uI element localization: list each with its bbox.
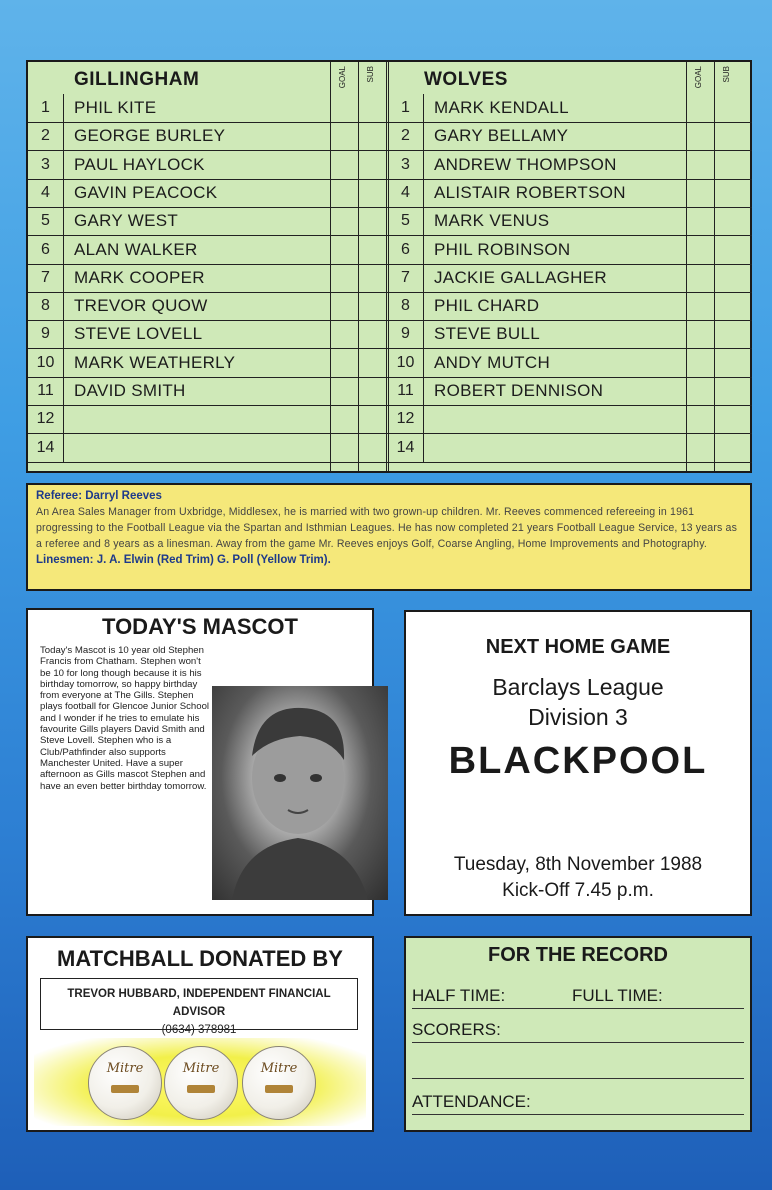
referee-bio: An Area Sales Manager from Uxbridge, Middlesex, he is married with two grown-up children. Mr. Reeves commenced refereeing in 1961 progressing to the Football League via the Spartan and Isthmian Leagues. He has now completed 21 years Football League Service, 13 years as a referee and 8 years as a linesman. Away from the game Mr. Reeves enjoys Golf, Coarse Angling, Home Improvements and Photography. [36,506,738,550]
home-player-row [28,151,388,180]
shirt-number: 3 [388,151,424,179]
home-player-row [28,94,388,123]
shirt-number: 7 [28,264,64,292]
shirt-number: 10 [28,349,64,377]
shirt-number: 1 [388,94,424,122]
player-name: STEVE BULL [434,324,540,344]
away-player-row [388,207,752,236]
matchball-panel [26,936,374,1132]
shirt-number: 11 [388,377,424,405]
for-the-record-panel [404,936,752,1132]
home-player-row [28,320,388,349]
away-player-row [388,236,752,265]
home-player-row [28,179,388,208]
linesmen: Linesmen: J. A. Elwin (Red Trim) G. Poll (Yellow Trim). [36,554,331,566]
football-icon [242,1046,316,1120]
team-sheet [26,60,752,473]
shirt-number: 2 [388,122,424,150]
home-team-table [28,62,388,471]
shirt-number: 14 [28,434,64,462]
player-name: GEORGE BURLEY [74,126,226,146]
next-home-competition [406,672,750,732]
shirt-number: 8 [388,292,424,320]
shirt-number: 6 [388,236,424,264]
player-name: MARK WEATHERLY [74,352,236,372]
player-name: MARK COOPER [74,267,205,287]
matchball-title: MATCHBALL DONATED BY [57,946,343,971]
player-name: ANDREW THOMPSON [434,154,617,174]
home-player-row [28,292,388,321]
shirt-number: 9 [28,320,64,348]
referee-name: Referee: Darryl Reeves [36,490,162,502]
away-player-row [388,320,752,349]
player-name: GAVIN PEACOCK [74,182,218,202]
attendance-line [412,1092,744,1115]
home-player-row [28,207,388,236]
blank-line [412,1056,744,1079]
matchball-phone: (0634) 378981 [161,1024,237,1036]
player-name: MARK KENDALL [434,98,569,117]
home-player-row [28,349,388,378]
shirt-number: 11 [28,377,64,405]
next-home-league: Barclays League [492,674,664,700]
next-home-schedule [406,852,750,904]
referee-panel [26,483,752,591]
away-player-row [388,94,752,123]
away-player-row [388,151,752,180]
away-player-row [388,377,752,406]
mascot-panel [26,608,374,916]
player-name: ANDY MUTCH [434,352,551,372]
matchball-donor-box [40,978,358,1036]
home-sub-column-label: SUB [366,66,375,83]
player-name: GARY WEST [74,211,179,231]
away-player-row [388,405,752,434]
player-name: TREVOR QUOW [74,296,208,316]
home-team-header [28,66,388,94]
football-icon [88,1046,162,1120]
next-home-kickoff: Kick-Off 7.45 p.m. [502,880,654,901]
away-team-name: WOLVES [424,69,508,90]
next-home-heading: NEXT HOME GAME [485,636,671,658]
shirt-number: 2 [28,122,64,150]
home-player-row [28,122,388,151]
away-player-row [388,264,752,293]
away-player-row [388,122,752,151]
player-name: DAVID SMITH [74,381,186,400]
away-sub-column-label: SUB [722,66,731,83]
shirt-number: 4 [28,179,64,207]
next-home-date: Tuesday, 8th November 1988 [453,854,703,875]
shirt-number: 12 [28,405,64,433]
home-goal-column-label: GOAL [338,66,347,89]
away-player-row [388,434,752,463]
player-name: ALAN WALKER [74,239,198,259]
scorers-label: SCORERS: [412,1020,501,1039]
scorers-line [412,1020,744,1043]
away-player-row [388,349,752,378]
mascot-text: Today's Mascot is 10 year old Stephen Francis from Chatham. Stephen won't be 10 for long though because it is his birthday tomorrow, so happy birthday from everyone at The Gills. Stephen plays football for Glencoe Junior School and I wonder if he tries to emulate his favourite Gills players David Smith and Steve Lovell. Stephen who is a Club/Pathfinder also supports Manchester United. Have a super afternoon as Gills mascot Stephen and have an even better birthday tomorrow. [40,645,210,792]
away-goal-column-label: GOAL [694,66,703,89]
player-name: MARK VENUS [434,211,550,231]
home-player-row [28,377,388,406]
shirt-number: 1 [28,94,64,122]
half-time-label: HALF TIME: [412,986,506,1005]
ball-brand: Mitre [182,1061,220,1076]
half-full-time-line [412,986,744,1009]
home-player-row [28,236,388,265]
shirt-number: 14 [388,434,424,462]
shirt-number: 6 [28,236,64,264]
away-player-row [388,292,752,321]
full-time-label: FULL TIME: [572,986,663,1005]
away-team-table [388,62,752,471]
next-home-division: Division 3 [528,704,628,730]
home-team-name: GILLINGHAM [74,69,200,90]
shirt-number: 12 [388,405,424,433]
mascot-title: TODAY'S MASCOT [102,614,298,639]
shirt-number: 8 [28,292,64,320]
player-name: PHIL CHARD [434,296,540,316]
ball-brand: Mitre [106,1061,144,1076]
shirt-number: 5 [28,207,64,235]
shirt-number: 9 [388,320,424,348]
mascot-photo [212,686,388,900]
record-title: FOR THE RECORD [488,944,668,966]
home-player-row [28,405,388,434]
player-name: ALISTAIR ROBERTSON [434,182,626,202]
football-icon [164,1046,238,1120]
away-player-row [388,179,752,208]
shirt-number: 5 [388,207,424,235]
next-home-game-panel [404,610,752,916]
player-name: ROBERT DENNISON [434,381,604,400]
player-name: STEVE LOVELL [74,324,203,344]
next-home-opponent: BLACKPOOL [448,740,708,782]
ball-brand: Mitre [260,1061,298,1076]
player-name: PHIL KITE [74,98,157,117]
matchball-image [34,1038,366,1126]
shirt-number: 3 [28,151,64,179]
home-player-row [28,264,388,293]
player-name: PAUL HAYLOCK [74,154,205,174]
player-name: JACKIE GALLAGHER [434,267,607,287]
player-name: GARY BELLAMY [434,126,569,146]
shirt-number: 4 [388,179,424,207]
player-name: PHIL ROBINSON [434,239,571,259]
mascot-portrait-image [212,686,388,900]
attendance-label: ATTENDANCE: [412,1092,531,1111]
home-player-row [28,434,388,463]
shirt-number: 10 [388,349,424,377]
matchball-donor: TREVOR HUBBARD, INDEPENDENT FINANCIAL ADVISOR [67,988,331,1018]
shirt-number: 7 [388,264,424,292]
